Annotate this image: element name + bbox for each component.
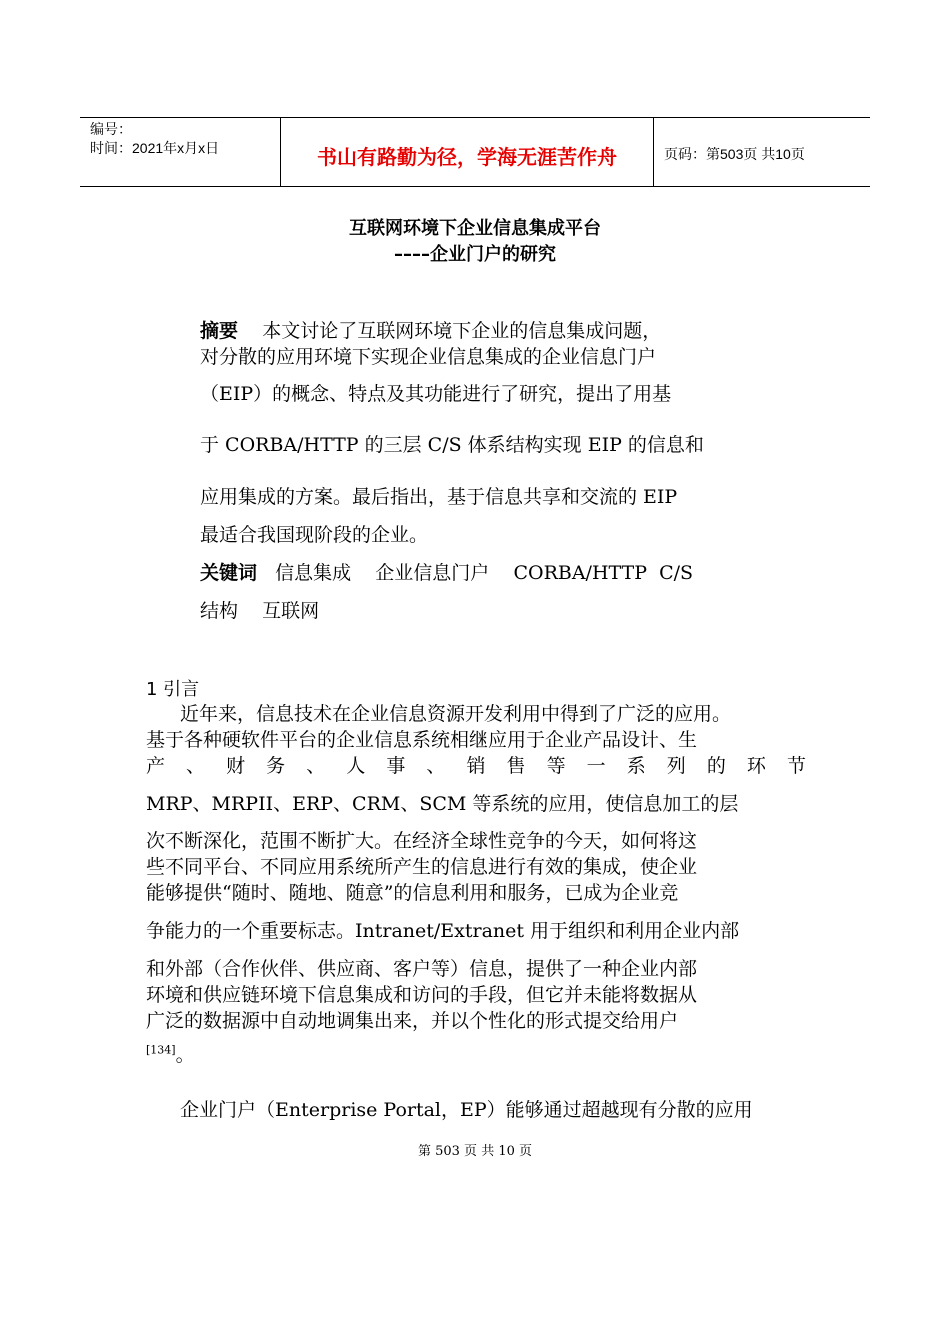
page-header [80, 117, 870, 187]
abstract-line-1 [200, 316, 661, 343]
body-line-1: 近年来，信息技术在企业信息资源开发利用中得到了广泛的应用。 [180, 703, 732, 725]
keywords-line-1 [200, 558, 693, 585]
keywords-line-2: 结构 互联网 [200, 600, 320, 622]
reference-line [146, 1040, 195, 1067]
body-line-7: 能够提供“随时、随地、随意”的信息利用和服务，已成为企业竞 [146, 882, 679, 904]
abstract-text-1: 本文讨论了互联网环境下企业的信息集成问题， [262, 320, 662, 342]
header-meta [80, 118, 280, 186]
body-line-4: MRP、MRPII、ERP、CRM、SCM 等系统的应用，使信息加工的层 [146, 793, 739, 815]
keywords-text-1: 信息集成 企业信息门户 CORBA/HTTP C/S [275, 562, 694, 584]
section-heading: 1 引言 [146, 679, 200, 700]
body-line-2: 基于各种硬软件平台的企业信息系统相继应用于企业产品设计、生 [146, 729, 698, 751]
abstract-label: 摘要 [200, 320, 239, 342]
body-line-8: 争能力的一个重要标志。Intranet/Extranet 用于组织和利用企业内部 [146, 920, 740, 942]
abstract-line-4: 于 CORBA/HTTP 的三层 C/S 体系结构实现 EIP 的信息和 [200, 434, 704, 456]
keywords-label: 关键词 [200, 562, 258, 584]
number-label: 编号： [90, 121, 132, 137]
document-subtitle: ––––企业门户的研究 [394, 244, 556, 265]
body-line-3: 产 、 财 务 、 人 事 、 销 售 等 一 系 列 的 环 节 [146, 755, 806, 777]
body-line-11: 广泛的数据源中自动地调集出来，并以个性化的形式提交给用户 [146, 1010, 679, 1032]
body-line-12: 企业门户（Enterprise Portal，EP）能够通过超越现有分散的应用 [180, 1099, 753, 1121]
body-line-6: 些不同平台、不同应用系统所产生的信息进行有效的集成，使企业 [146, 856, 698, 878]
reference-marker: [134] [146, 1043, 176, 1057]
reference-tail: 。 [175, 1044, 195, 1066]
document-title: 互联网环境下企业信息集成平台 [349, 218, 601, 239]
page-footer: 第 503 页 共 10 页 [417, 1144, 533, 1159]
abstract-line-6: 最适合我国现阶段的企业。 [200, 524, 429, 546]
header-motto: 书山有路勤为径，学海无涯苦作舟 [280, 118, 654, 186]
time-label: 时间：2021年x月x日 [90, 140, 220, 156]
abstract-line-2: 对分散的应用环境下实现企业信息集成的企业信息门户 [200, 346, 657, 368]
abstract-line-5: 应用集成的方案。最后指出，基于信息共享和交流的 EIP [200, 486, 678, 508]
abstract-line-3: （EIP）的概念、特点及其功能进行了研究，提出了用基 [200, 383, 672, 405]
body-line-5: 次不断深化，范围不断扩大。在经济全球性竞争的今天，如何将这 [146, 830, 698, 852]
body-line-9: 和外部（合作伙伴、供应商、客户等）信息，提供了一种企业内部 [146, 958, 698, 980]
header-page-info: 页码：第503页 共10页 [664, 146, 805, 162]
body-line-10: 环境和供应链环境下信息集成和访问的手段，但它并未能将数据从 [146, 984, 698, 1006]
